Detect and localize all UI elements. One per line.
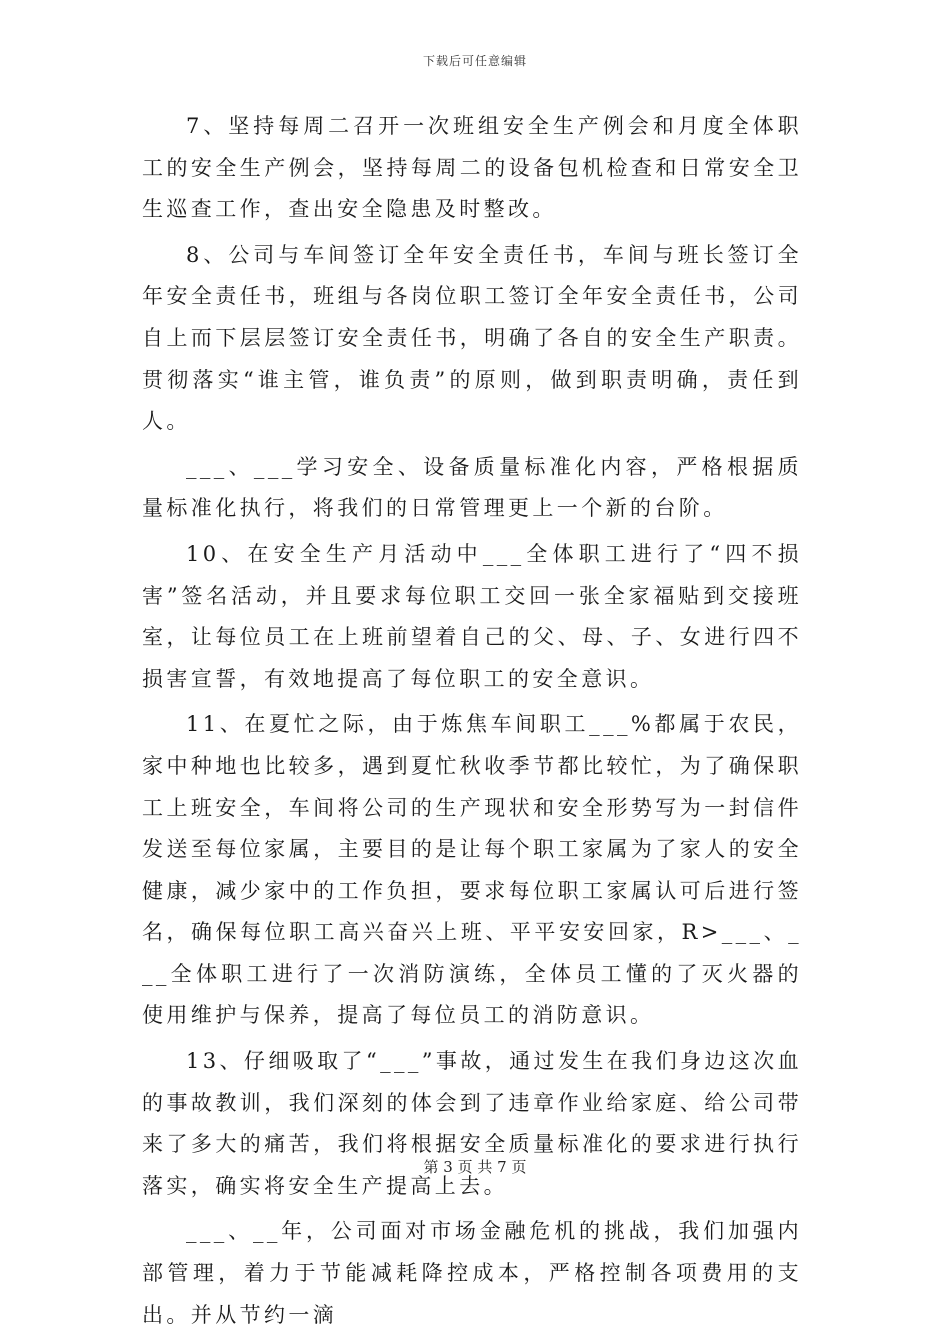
paragraph-item-11: 11、在夏忙之际，由于炼焦车间职工___%都属于农民，家中种地也比较多，遇到夏忙秋收季节都比较忙，为了确保职工上班安全，车间将公司的生产现状和安全形势写为一封信件发送至每位家属，主要目的是让每个职工家属为了家人的安全健康，减少家中的工作负担，要求每位职工家属认可后进行签名，确保每位职工高兴奋兴上班、平平安安回家，R>___、___全体职工进行了一次消防演练，全体员工懂的了灭火器的使用维护与保养，提高了每位员工的消防意识。 [142,712,802,1028]
paragraph-item-8: 8、公司与车间签订全年安全责任书，车间与班长签订全年安全责任书，班组与各岗位职工签订全年安全责任书，公司自上而下层层签订安全责任书，明确了各自的安全生产职责。贯彻落实“谁主管，谁负责”的原则，做到职责明确，责任到人。 [142,242,802,434]
paragraph-item-9: ___、___学习安全、设备质量标准化内容，严格根据质量标准化执行，将我们的日常管理更上一个新的台阶。 [142,454,802,521]
paragraph-item-10: 10、在安全生产月活动中___全体职工进行了“四不损害”签名活动，并且要求每位职工交回一张全家福贴到交接班室，让每位员工在上班前望着自己的父、母、子、女进行四不损害宣誓，有效地提高了每位职工的安全意识。 [142,541,802,691]
page-number: 第 3 页 共 7 页 [423,1158,527,1176]
page-header: 下载后可任意编辑 [422,54,527,68]
document-body [142,106,802,1340]
paragraph-item-13: 13、仔细吸取了“___”事故，通过发生在我们身边这次血的事故教训，我们深刻的体会到了违章作业给家庭、给公司带来了多大的痛苦，我们将根据安全质量标准化的要求进行执行落实，确实将安全生产提高上去。 [142,1049,802,1198]
paragraph-item-14: ___、__年，公司面对市场金融危机的挑战，我们加强内部管理，着力于节能减耗降控成本，严格控制各项费用的支出。并从节约一滴 [142,1219,802,1327]
paragraph-item-7: 7、坚持每周二召开一次班组安全生产例会和月度全体职工的安全生产例会，坚持每周二的设备包机检查和日常安全卫生巡查工作，查出安全隐患及时整改。 [142,114,802,222]
